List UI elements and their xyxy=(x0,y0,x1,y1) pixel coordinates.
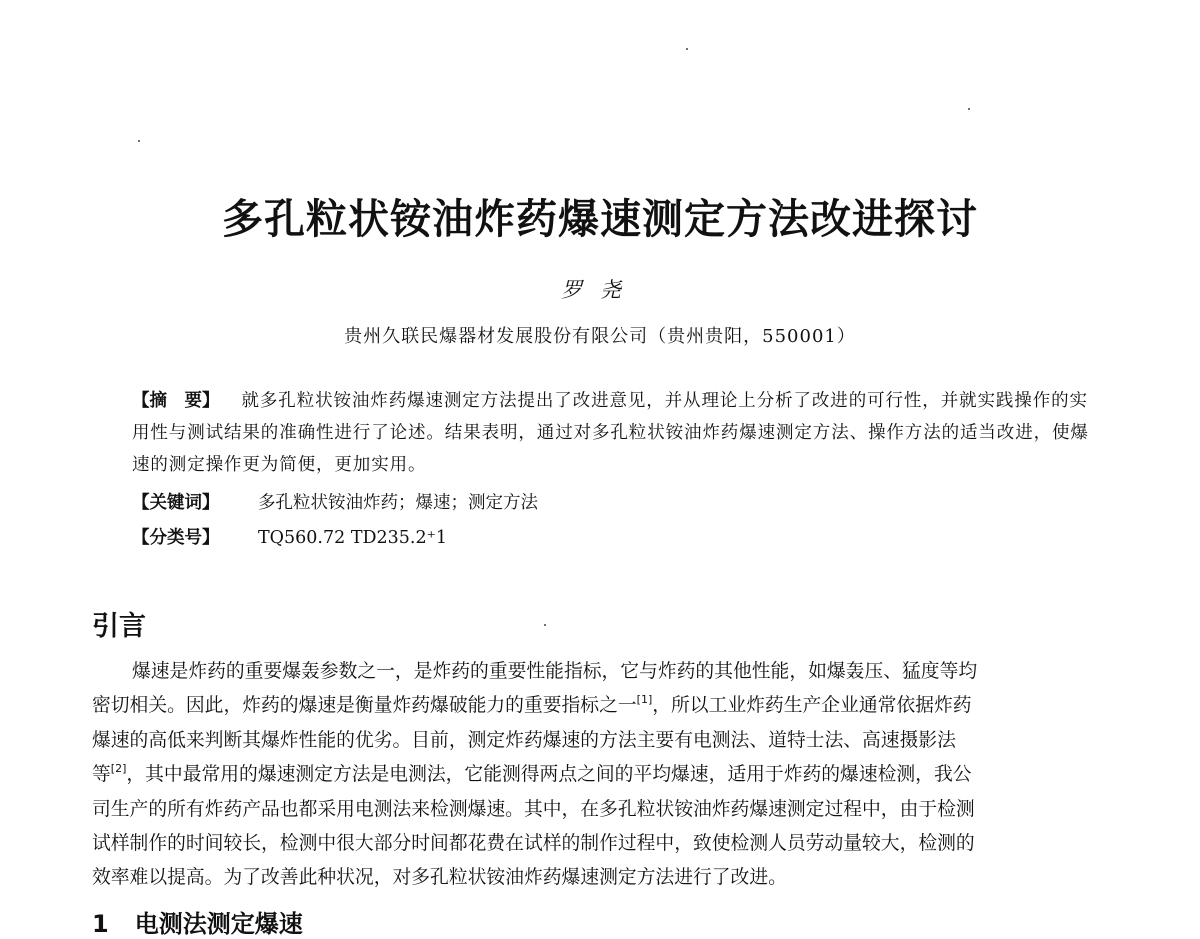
paragraph-line: 司生产的所有炸药产品也都采用电测法来检测爆速。其中，在多孔粒状铵油炸药爆速测定过程中，由于检测 xyxy=(92,798,975,820)
section-number: 1 xyxy=(92,910,109,938)
section-title: 电测法测定爆速 xyxy=(134,910,303,938)
paper-title: 多孔粒状铵油炸药爆速测定方法改进探讨 xyxy=(222,195,978,243)
paragraph-line: 爆速是炸药的重要爆轰参数之一，是炸药的重要性能指标，它与炸药的其他性能，如爆轰压、猛度等均 xyxy=(132,661,978,682)
scan-speck xyxy=(968,108,970,110)
paragraph-line xyxy=(92,758,1112,792)
section-heading-intro: 引言 xyxy=(92,611,146,642)
abstract-text: 就多孔粒状铵油炸药爆速测定方法提出了改进意见，并从理论上分析了改进的可行性，并就实践操作的实用性与测试结果的准确性进行了论述。结果表明，通过对多孔粒状铵油炸药爆速测定方法、操作方法的适当改进，使爆速的测定操作更为简便，更加实用。 xyxy=(132,391,1089,475)
affiliation: 贵州久联民爆器材发展股份有限公司（贵州贵阳，550001） xyxy=(344,326,856,347)
classification-text: TQ560.72 TD235.2⁺1 xyxy=(258,528,447,548)
paragraph-line: 效率难以提高。为了改善此种状况，对多孔粒状铵油炸药爆速测定方法进行了改进。 xyxy=(92,867,787,889)
line-text: 密切相关。因此，炸药的爆速是衡量炸药爆破能力的重要指标之一 xyxy=(92,695,637,717)
keywords-text: 多孔粒状铵油炸药；爆速；测定方法 xyxy=(258,493,538,513)
classification xyxy=(132,524,447,549)
paragraph-line xyxy=(92,689,1112,723)
paragraph-line: 爆速的高低来判断其爆炸性能的优劣。目前，测定炸药爆速的方法主要有电测法、道特士法、高速摄影法 xyxy=(92,729,956,751)
line-text: 等 xyxy=(92,764,111,786)
scan-speck xyxy=(686,48,688,50)
paragraph-line: 试样制作的时间较长，检测中很大部分时间都花费在试样的制作过程中，致使检测人员劳动量较大，检测的 xyxy=(92,833,975,855)
author-name: 罗尧 xyxy=(561,278,639,302)
section-heading-1 xyxy=(92,904,303,939)
classification-label: 【分类号】 xyxy=(132,528,220,548)
abstract xyxy=(132,385,1092,481)
keywords xyxy=(132,489,538,514)
scan-speck xyxy=(544,624,546,626)
citation-ref[interactable]: [1] xyxy=(636,693,653,707)
scan-speck xyxy=(138,140,140,142)
keywords-label: 【关键词】 xyxy=(132,493,220,513)
line-text: ，所以工业炸药生产企业通常依据炸药 xyxy=(652,695,972,717)
intro-paragraph xyxy=(92,655,1112,896)
citation-ref[interactable]: [2] xyxy=(110,762,127,776)
abstract-label: 【摘 要】 xyxy=(132,391,220,411)
line-text: ，其中最常用的爆速测定方法是电测法，它能测得两点之间的平均爆速，适用于炸药的爆速检测，我公 xyxy=(126,764,972,786)
